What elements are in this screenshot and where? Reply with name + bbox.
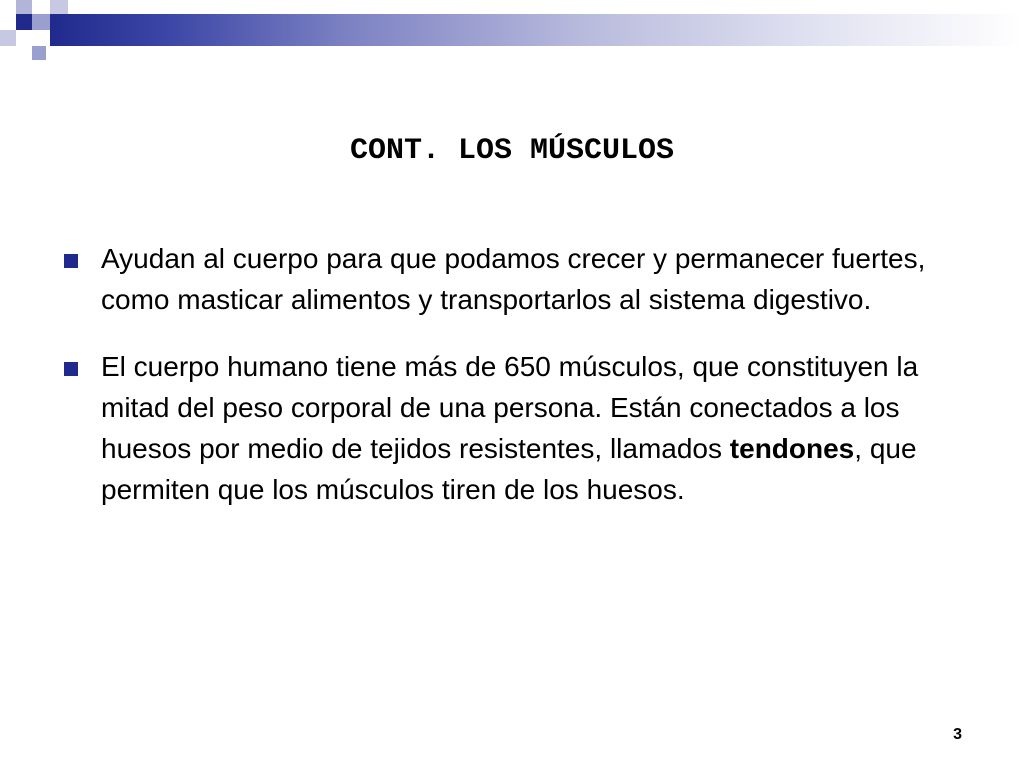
square-bullet-icon — [64, 254, 78, 268]
bullet-list — [60, 238, 950, 536]
bullet-text-part: El cuerpo humano tiene más de 650 músculos, que constituyen la mitad del peso corporal de una persona. Están conectados a los huesos por medio de tejidos resistentes, llamados — [101, 351, 919, 464]
bullet-item — [60, 238, 950, 320]
bullet-text-part: , que permiten que los músculos tiren de los huesos. — [101, 433, 917, 505]
slide-title: CONT. LOS MÚSCULOS — [349, 134, 675, 168]
decorative-square — [32, 30, 50, 46]
decorative-square — [50, 0, 68, 14]
decorative-square — [0, 0, 16, 14]
decorative-square — [16, 30, 32, 46]
decorative-square — [32, 46, 46, 60]
decorative-square — [32, 0, 50, 14]
decorative-square — [16, 14, 32, 30]
bold-term: tendones — [729, 433, 855, 464]
header-gradient-bar — [50, 14, 1024, 46]
bullet-item — [60, 346, 950, 510]
decorative-square — [16, 0, 32, 14]
decorative-square — [32, 14, 50, 30]
bullet-text: Ayudan al cuerpo para que podamos crecer y permanecer fuertes, como masticar alimentos y transportarlos al sistema digestivo. — [101, 243, 926, 315]
decorative-header-band — [0, 0, 1024, 64]
decorative-square — [0, 30, 16, 46]
bullet-text — [101, 351, 918, 505]
page-number: 3 — [953, 726, 962, 743]
square-bullet-icon — [64, 362, 78, 376]
